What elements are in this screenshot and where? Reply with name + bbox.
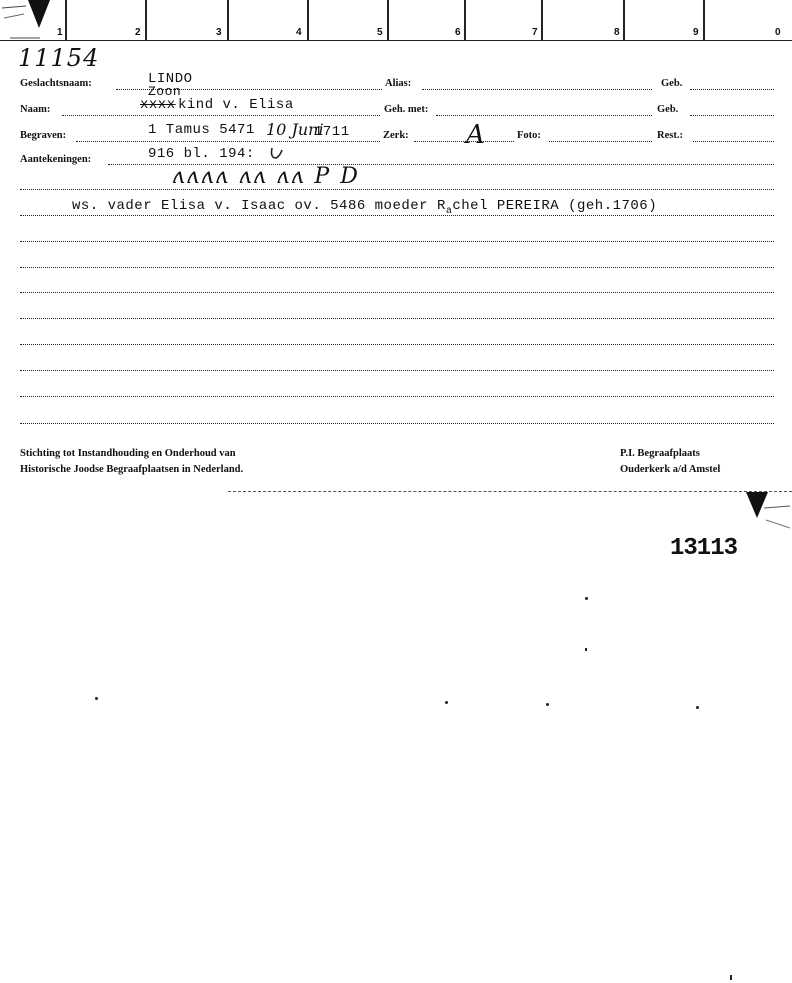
scan-speck <box>585 597 588 600</box>
column-divider <box>703 0 705 40</box>
dotted-line <box>20 396 774 397</box>
begraven-year: 1711 <box>314 124 350 140</box>
scan-speck <box>730 975 732 980</box>
zerk-value: A <box>466 120 485 150</box>
column-number: 9 <box>693 27 699 38</box>
typed-note-suffix: chel PEREIRA (geh.1706) <box>452 198 658 214</box>
organization-block <box>20 446 243 478</box>
typed-note <box>72 198 657 217</box>
column-number: 7 <box>532 27 538 38</box>
column-number: 2 <box>135 27 141 38</box>
dotted-line <box>422 89 652 90</box>
column-number: 6 <box>455 27 461 38</box>
column-number: 5 <box>377 27 383 38</box>
stamp-number: 13113 <box>670 535 738 562</box>
naam-label: Naam: <box>20 104 51 115</box>
dotted-line <box>76 141 380 142</box>
geslachtsnaam-label: Geslachtsnaam: <box>20 78 92 89</box>
punch-notch-icon <box>0 0 60 45</box>
punch-notch-icon <box>740 488 792 533</box>
column-number: 4 <box>296 27 302 38</box>
geb-label: Geb. <box>657 104 679 115</box>
aantekeningen-label: Aantekeningen: <box>20 154 92 165</box>
dotted-line <box>20 241 774 242</box>
naam-value: kind v. Elisa <box>178 97 294 113</box>
org-line: Stichting tot Instandhouding en Onderhoud van <box>20 448 236 459</box>
begraven-value: 1 Tamus 5471 <box>148 122 255 138</box>
column-number: 8 <box>614 27 620 38</box>
place-line: P.I. Begraafplaats <box>620 448 700 459</box>
begraven-label: Begraven: <box>20 130 67 141</box>
column-number: 1 <box>57 27 63 38</box>
rest-label: Rest.: <box>657 130 683 141</box>
org-line: Historische Joodse Begraafplaatsen in Nederland. <box>20 464 244 475</box>
dotted-line <box>20 267 774 268</box>
naam-struck: xxxx <box>140 97 176 113</box>
column-divider <box>623 0 625 40</box>
alias-label: Alias: <box>385 78 412 89</box>
scan-speck <box>696 706 699 709</box>
dotted-line <box>62 115 380 116</box>
scan-speck <box>585 648 587 651</box>
column-divider <box>387 0 389 40</box>
naam-inserted: Zoon <box>148 84 182 99</box>
handwritten-check-icon <box>268 146 288 162</box>
column-number: 3 <box>216 27 222 38</box>
dotted-line <box>690 89 774 90</box>
dotted-line <box>436 115 652 116</box>
dotted-line <box>20 189 774 190</box>
typed-note-sub: a <box>445 205 453 217</box>
typed-note-prefix: ws. vader Elisa v. Isaac ov. 5486 moeder R <box>72 198 446 214</box>
column-divider <box>145 0 147 40</box>
card-number: 11154 <box>18 44 100 72</box>
dotted-line <box>690 115 774 116</box>
column-divider <box>227 0 229 40</box>
handwritten-note: ʌʌʌʌ ʌʌ ʌʌ P D <box>172 164 360 189</box>
dotted-line <box>20 292 774 293</box>
begraven-hand-date: 10 Juni <box>266 120 324 139</box>
aantekeningen-value: 916 bl. 194: <box>148 146 255 162</box>
scan-speck <box>445 701 448 704</box>
dotted-line <box>20 318 774 319</box>
column-divider <box>65 0 67 40</box>
scan-speck <box>546 703 549 706</box>
geb-label: Geb. <box>661 78 683 89</box>
place-block <box>620 446 720 478</box>
dotted-line <box>414 141 514 142</box>
card-edge <box>228 491 792 492</box>
column-divider <box>464 0 466 40</box>
scan-speck <box>95 697 98 700</box>
header-rule <box>0 40 792 41</box>
column-divider <box>307 0 309 40</box>
geh-met-label: Geh. met: <box>384 104 429 115</box>
zerk-label: Zerk: <box>383 130 409 141</box>
column-divider <box>541 0 543 40</box>
column-number: 0 <box>775 27 781 38</box>
foto-label: Foto: <box>517 130 541 141</box>
place-line: Ouderkerk a/d Amstel <box>620 464 721 475</box>
dotted-line <box>20 370 774 371</box>
dotted-line <box>549 141 652 142</box>
dotted-line <box>20 423 774 424</box>
geslachtsnaam-value: LINDO <box>148 71 193 87</box>
dotted-line <box>693 141 774 142</box>
dotted-line <box>20 344 774 345</box>
